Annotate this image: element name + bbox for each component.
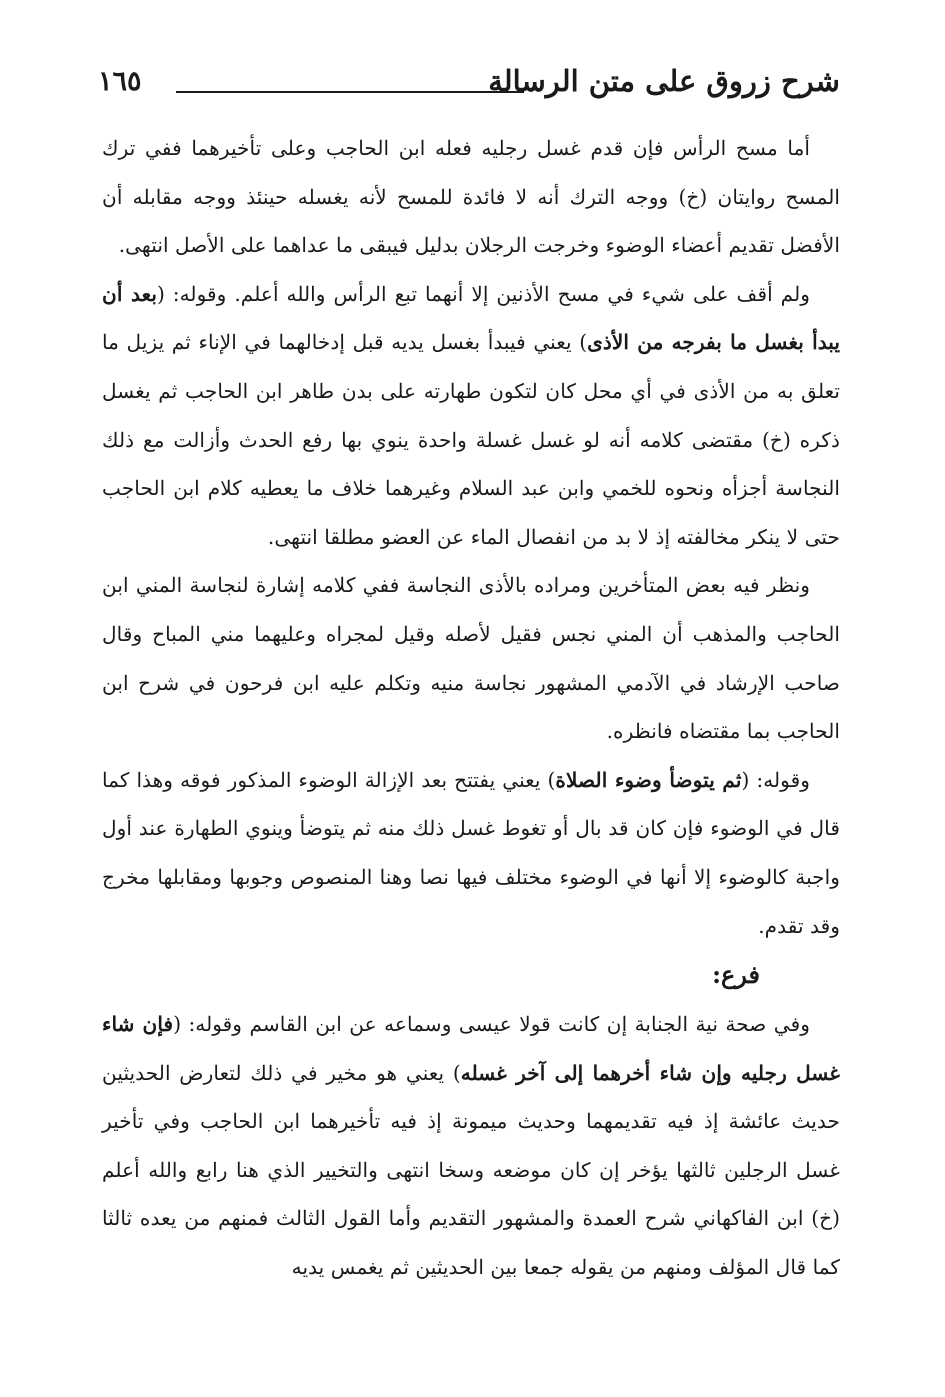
paragraph: [102, 270, 840, 562]
heading-text: فرع:: [712, 960, 760, 990]
paragraph: [102, 124, 840, 270]
text-run: وقوله: (: [741, 767, 810, 792]
text-run: وفي صحة نية الجنابة إن كانت قولا عيسى وسماعه عن ابن القاسم وقوله: (: [173, 1012, 810, 1037]
page-header: [98, 58, 840, 114]
text-run: ) يعني فيبدأ بغسل يديه قبل إدخالهما في الإناء ثم يزيل ما تعلق به من الأذى في أي محل كان لتكون طهارته على بدن طاهر ابن الحاجب ثم يغسل ذكره (خ) مقتضى كلامه أنه لو غسل غسلة واحدة ينوي بها رفع الحدث وأزالت مع ذلك النجاسة أجزأه ونحوه للخمي وابن عبد السلام وغيرهما خلاف ما يعطيه كلام ابن الحاجب حتى لا ينكر مخالفته إذ لا بد من انفصال الماء عن العضو مطلقا انتهى.: [102, 330, 840, 549]
text-run: ولم أقف على شيء في مسح الأذنين إلا أنهما تبع الرأس والله أعلم. وقوله: (: [156, 281, 810, 306]
section-heading: [102, 950, 840, 1000]
text-run: أما مسح الرأس فإن قدم غسل رجليه فعله ابن الحاجب وعلى تأخيرهما ففي ترك المسح روايتان (خ) ووجه الترك أنه لا فائدة للمسح لأنه يغسله حينئذ ووجه مقابله أن الأفضل تقديم أعضاء الوضوء وخرجت الرجلان بدليل فيبقى ما عداهما على الأصل انتهى.: [102, 136, 840, 258]
quoted-matn-text: فإن شاء غسل رجليه وإن شاء أخرهما إلى آخر غسله: [102, 1012, 840, 1085]
paragraph: [102, 1000, 840, 1292]
quoted-matn-text: بعد أن يبدأ بغسل ما بفرجه من الأذى: [102, 281, 841, 355]
quoted-matn-text: ثم يتوضأ وضوء الصلاة: [555, 767, 742, 792]
page-number: ١٦٥: [98, 66, 142, 97]
paragraph: [102, 756, 840, 950]
header-rule: [176, 91, 524, 93]
running-title: شرح زروق على متن الرسالة: [488, 64, 840, 98]
text-run: ) يعني هو مخير في ذلك لتعارض الحديثين حديث عائشة إذ فيه تقديمهما وحديث ميمونة إذ فيه تأخيرهما ابن الحاجب وفي تأخير غسل الرجلين ثالثها يؤخر إن كان موضعه وسخا انتهى والتخيير الذي هنا رابع والله أعلم (خ) ابن الفاكهاني شرح العمدة والمشهور التقديم وأما القول الثالث فمنهم من يعده ثالثا كما قال المؤلف ومنهم من يقوله جمعا بين الحديثين ثم يغمس يديه: [102, 1060, 840, 1280]
paragraph: [102, 561, 840, 755]
text-run: ) يعني يفتتح بعد الإزالة الوضوء المذكور فوقه وهذا كما قال في الوضوء فإن كان قد بال أو تغوط غسل ذلك منه ثم يتوضأ وينوي الطهارة عند أول واجبة كالوضوء إلا أنها في الوضوء مختلف فيها نصا وهنا المنصوص وجوبها ومقابلها مخرج وقد تقدم.: [102, 767, 840, 938]
text-run: ونظر فيه بعض المتأخرين ومراده بالأذى النجاسة ففي كلامه إشارة لنجاسة المني ابن الحاجب والمذهب أن المني نجس فقيل لأصله وقيل لمجراه وعليهما مني المباح وقال صاحب الإرشاد في الآدمي المشهور نجاسة منيه وتكلم عليه ابن فرحون في شرح ابن الحاجب بما مقتضاه فانظره.: [102, 573, 840, 744]
body-text: [102, 124, 840, 1292]
